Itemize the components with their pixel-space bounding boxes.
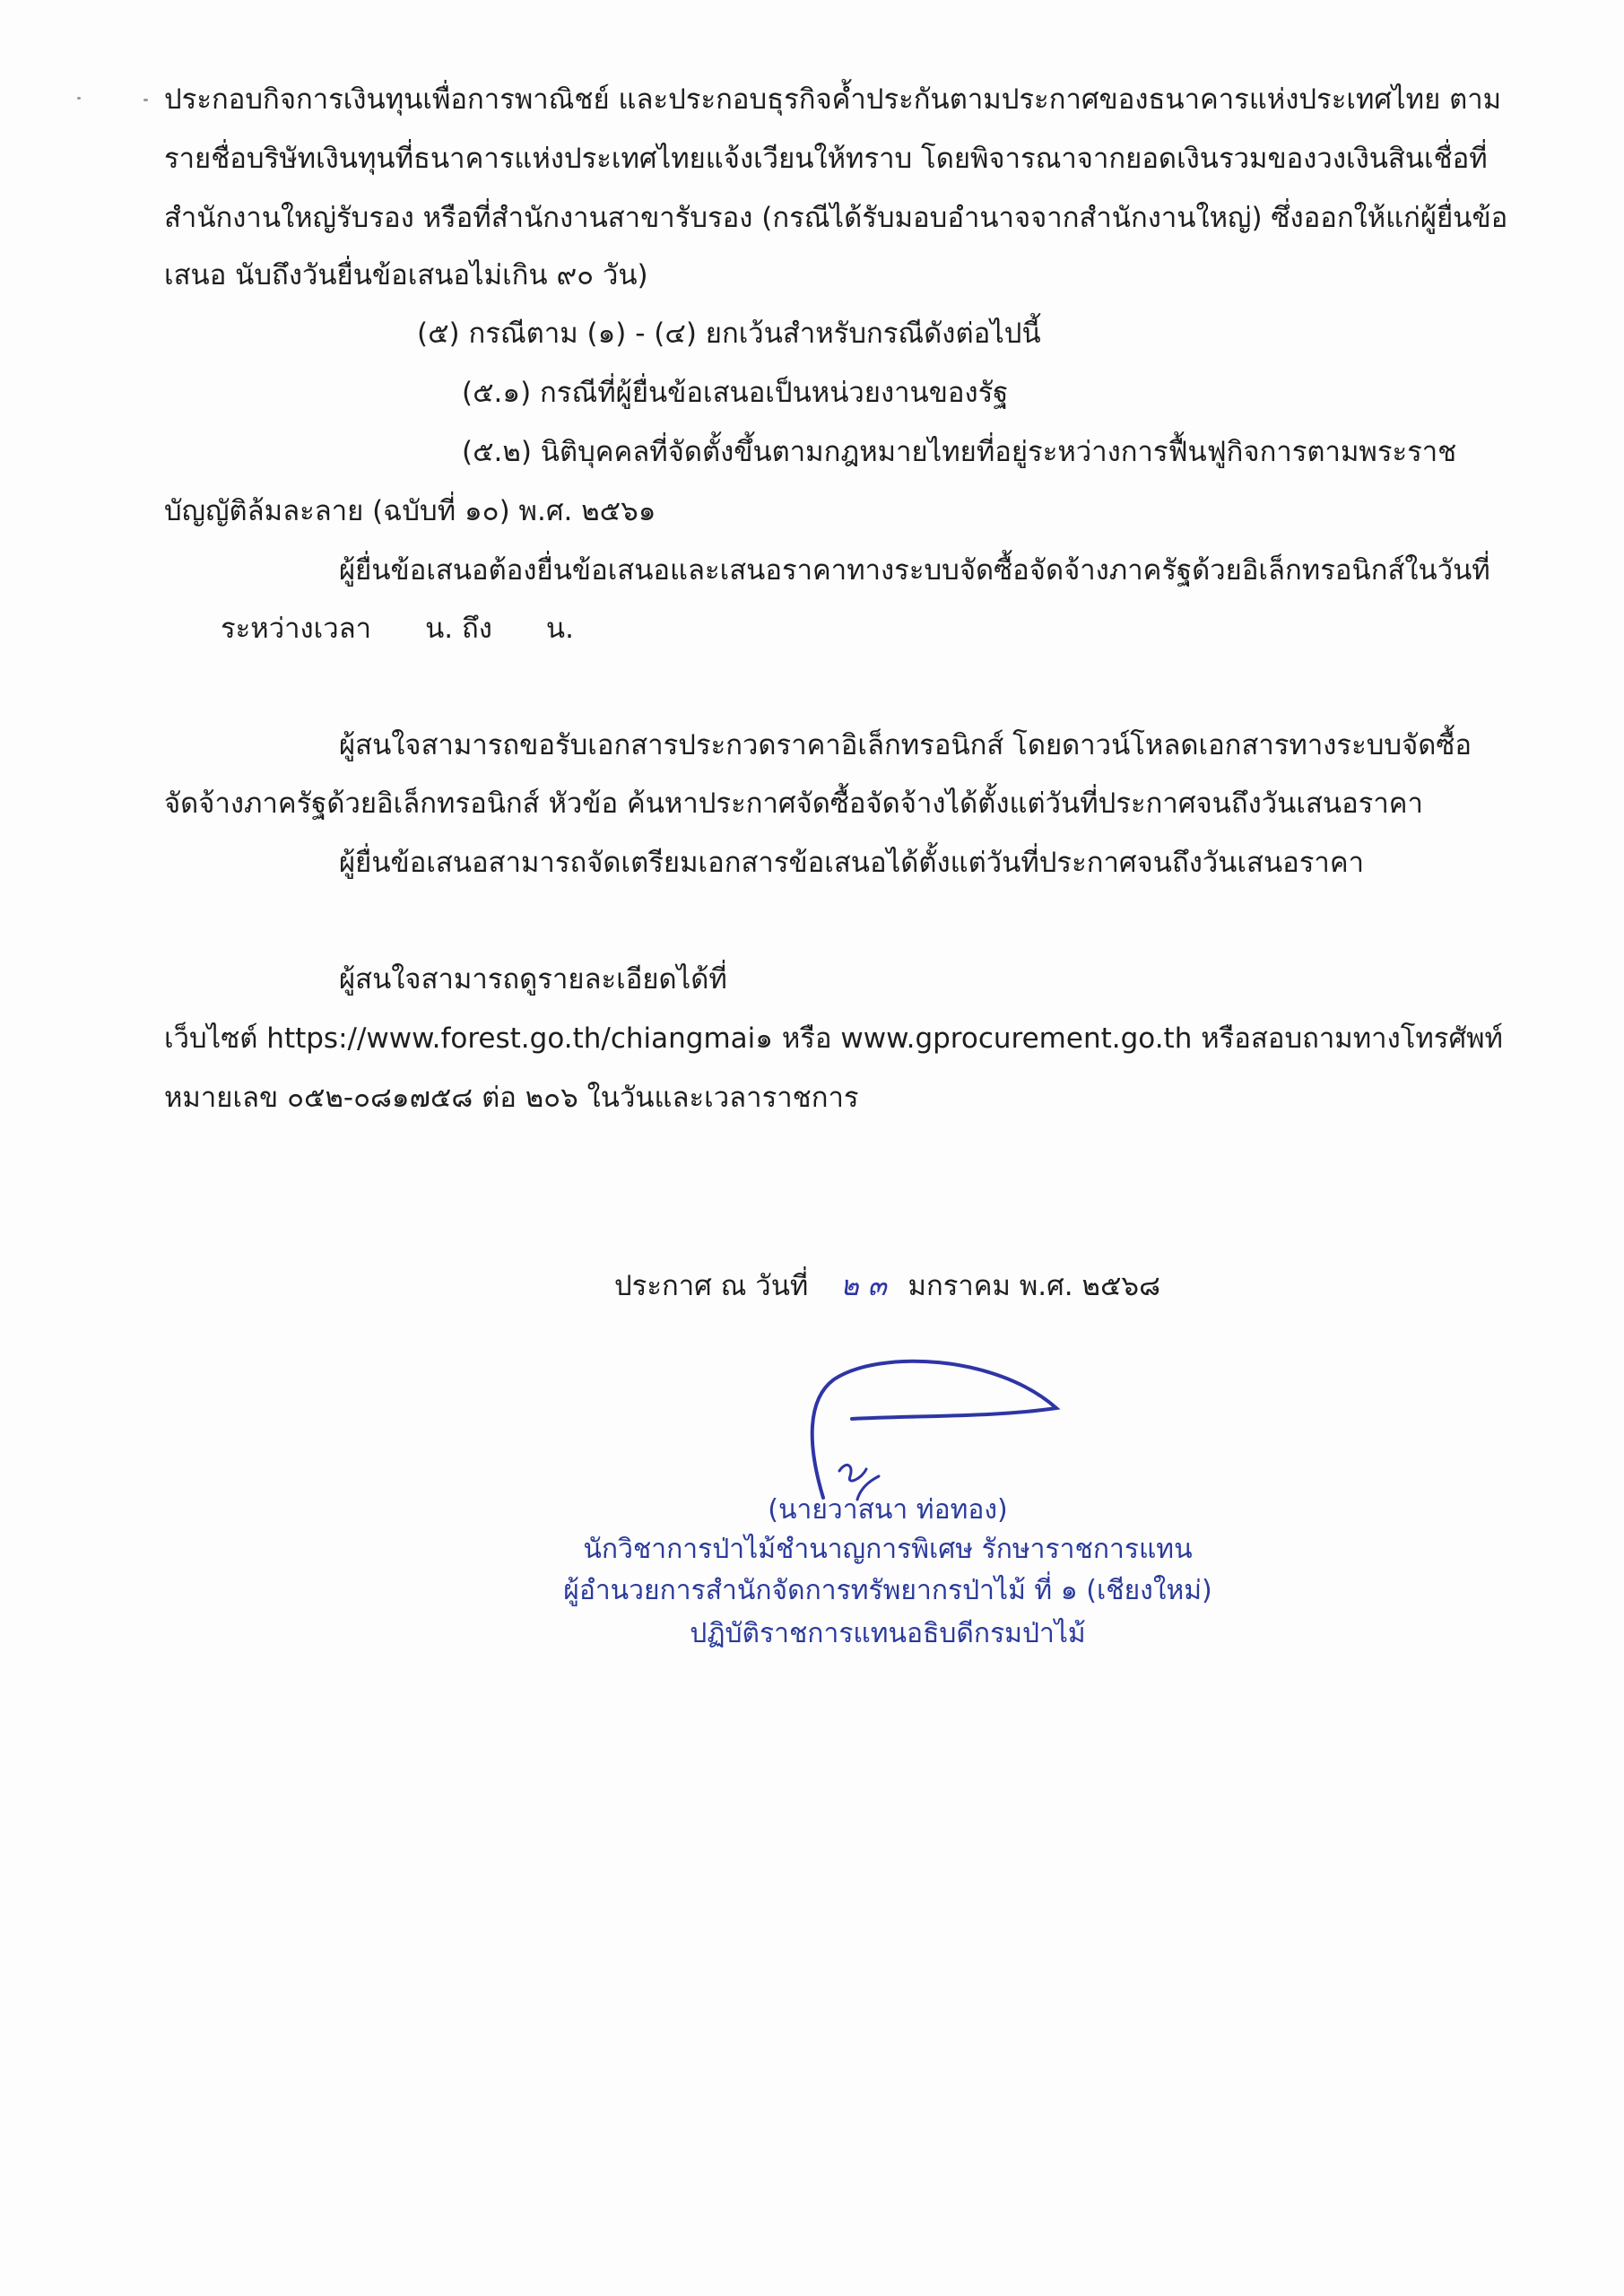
date-prefix: ประกาศ ณ วันที่ [614,1270,809,1302]
time-from-unit: น. ถึง [425,613,492,645]
download-paragraph: ผู้สนใจสามารถขอรับเอกสารประกวดราคาอิเล็กทรอนิกส์ โดยดาวน์โหลดเอกสารทางระบบจัดซื้อ [339,729,1472,761]
body-line: บัญญัติล้มละลาย (ฉบับที่ ๑๐) พ.ศ. ๒๕๖๑ [164,495,656,527]
signatory-position-3: ปฏิบัติราชการแทนอธิบดีกรมป่าไม้ [690,1618,1086,1649]
submission-paragraph: ผู้ยื่นข้อเสนอต้องยื่นข้อเสนอและเสนอราคาทางระบบจัดซื้อจัดจ้างภาครัฐด้วยอิเล็กทรอนิกส์ในวันที่ [339,554,1490,587]
signatory-position-1: นักวิชาการป่าไม้ชำนาญการพิเศษ รักษาราชการแทน [583,1534,1193,1565]
clause-5-2: (๕.๒) นิติบุคคลที่จัดตั้งขึ้นตามกฎหมายไทยที่อยู่ระหว่างการฟื้นฟูกิจการตามพระราช [462,436,1457,468]
signatory-name: (นายวาสนา ท่อทอง) [768,1494,1008,1526]
announcement-date [614,1265,1160,1308]
body-line: ประกอบกิจการเงินทุนเพื่อการพาณิชย์ และประกอบธุรกิจค้ำประกันตามประกาศของธนาคารแห่งประเทศไทย ตาม [164,83,1502,116]
signatory-position-2: ผู้อำนวยการสำนักจัดการทรัพยากรป่าไม้ ที่ ๑ (เชียงใหม่) [563,1575,1212,1606]
clause-5-1: (๕.๑) กรณีที่ผู้ยื่นข้อเสนอเป็นหน่วยงานของรัฐ [462,377,1009,409]
contact-heading: ผู้สนใจสามารถดูรายละเอียดได้ที่ [339,963,727,996]
contact-phone: หมายเลข ๐๕๒-๐๘๑๗๕๘ ต่อ ๒๐๖ ในวันและเวลาราชการ [164,1082,859,1114]
time-to-unit: น. [545,613,574,645]
submission-time [221,607,574,650]
scan-speck [143,99,148,101]
contact-websites: เว็บไซต์ https://www.forest.go.th/chiangmai๑ หรือ www.gprocurement.go.th หรือสอบถามทางโทรศัพท์ [164,1022,1503,1055]
date-day-handwritten: ๒ ๓ [840,1270,887,1302]
date-month-year: มกราคม พ.ศ. ๒๕๖๘ [908,1270,1160,1302]
body-line: รายชื่อบริษัทเงินทุนที่ธนาคารแห่งประเทศไทยแจ้งเวียนให้ทราบ โดยพิจารณาจากยอดเงินรวมของวงเงินสินเชื่อที่ [164,143,1488,175]
time-label: ระหว่างเวลา [221,613,372,645]
clause-5: (๕) กรณีตาม (๑) - (๔) ยกเว้นสำหรับกรณีดังต่อไปนี้ [417,317,1041,350]
preparation-paragraph: ผู้ยื่นข้อเสนอสามารถจัดเตรียมเอกสารข้อเสนอได้ตั้งแต่วันที่ประกาศจนถึงวันเสนอราคา [339,847,1364,879]
scan-speck [77,97,81,100]
body-line: จัดจ้างภาครัฐด้วยอิเล็กทรอนิกส์ หัวข้อ ค้นหาประกาศจัดซื้อจัดจ้างได้ตั้งแต่วันที่ประกาศจนถึงวันเสนอราคา [164,787,1423,820]
body-line: สำนักงานใหญ่รับรอง หรือที่สำนักงานสาขารับรอง (กรณีได้รับมอบอำนาจจากสำนักงานใหญ่) ซึ่งออกให้แก่ผู้ยื่นข้อ [164,202,1508,234]
body-line: เสนอ นับถึงวันยื่นข้อเสนอไม่เกิน ๙๐ วัน) [164,259,648,291]
